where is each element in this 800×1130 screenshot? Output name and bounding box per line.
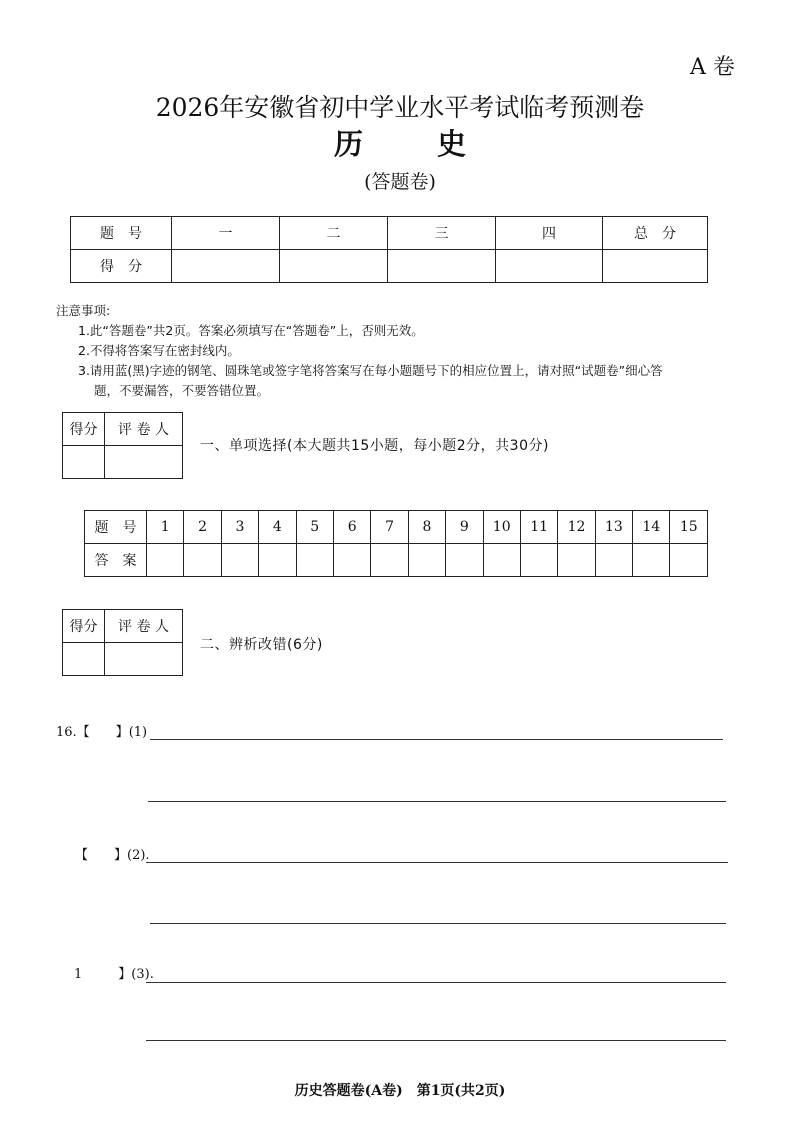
grader-score-cell[interactable] — [63, 643, 105, 676]
question-number-row — [85, 511, 708, 544]
question-number: 7 — [371, 511, 408, 544]
question-number: 2 — [184, 511, 221, 544]
question-number: 13 — [595, 511, 632, 544]
section2-heading: 二、辨析改错(6分) — [200, 637, 323, 653]
grader-name-label: 评 卷 人 — [105, 413, 183, 446]
answer-cell[interactable] — [333, 544, 370, 577]
part3-bracket: 1 — [74, 967, 83, 982]
section1-grader-box — [62, 412, 183, 479]
grader-score-label: 得分 — [63, 413, 105, 446]
answer-cell[interactable] — [595, 544, 632, 577]
answer-line-part1[interactable] — [150, 739, 723, 740]
question-number: 9 — [446, 511, 483, 544]
score-row-label: 得 分 — [71, 250, 172, 283]
grader-name-label: 评 卷 人 — [105, 610, 183, 643]
score-input-cell[interactable] — [172, 250, 280, 283]
part2-number: (2). — [127, 848, 150, 863]
score-table-score-row — [71, 250, 708, 283]
question-16-label — [56, 721, 147, 740]
answer-cell[interactable] — [633, 544, 670, 577]
answer-cell[interactable] — [147, 544, 184, 577]
grader-name-cell[interactable] — [105, 643, 183, 676]
instruction-item: 3.请用蓝(黑)字迹的钢笔、圆珠笔或签字笔将答案写在每小题题号下的相应位置上，请对照“试题卷”细心答 — [78, 363, 663, 378]
subject-title: 历 史 — [333, 127, 467, 161]
answer-line-part3-continued[interactable] — [146, 1040, 726, 1041]
section1-heading: 一、单项选择(本大题共15小题，每小题2分，共30分) — [200, 438, 549, 454]
question-16-part1-label: (1) — [128, 725, 148, 740]
score-table-header-row — [71, 217, 708, 250]
answer-cell[interactable] — [446, 544, 483, 577]
score-header-cell: 总 分 — [603, 217, 708, 250]
instructions-heading: 注意事项: — [56, 303, 111, 318]
instruction-item-continuation: 题，不要漏答，不要答错位置。 — [94, 383, 270, 398]
answer-line-part2[interactable] — [146, 862, 728, 863]
exam-title: 2026年安徽省初中学业水平考试临考预测卷 — [155, 93, 645, 122]
answer-cell[interactable] — [184, 544, 221, 577]
grader-score-label: 得分 — [63, 610, 105, 643]
answer-sheet-subtitle: (答题卷) — [364, 171, 436, 193]
score-input-cell[interactable] — [496, 250, 603, 283]
question-16-part2-label — [75, 844, 150, 863]
question-number: 11 — [520, 511, 557, 544]
question-16-prefix: 16.【 】 — [56, 725, 129, 740]
score-header-cell: 二 — [280, 217, 388, 250]
question-16-part3-label — [74, 963, 154, 982]
answer-line-part3[interactable] — [146, 982, 726, 983]
question-number: 5 — [296, 511, 333, 544]
answer-line-part1-continued[interactable] — [148, 801, 726, 802]
instruction-item: 1.此“答题卷”共2页。答案必须填写在“答题卷”上，否则无效。 — [78, 323, 424, 338]
score-input-cell[interactable] — [603, 250, 708, 283]
answer-line-part2-continued[interactable] — [150, 923, 726, 924]
answer-row — [85, 544, 708, 577]
score-summary-table — [70, 216, 708, 283]
score-input-cell[interactable] — [388, 250, 496, 283]
question-number: 8 — [408, 511, 445, 544]
grader-name-cell[interactable] — [105, 446, 183, 479]
score-header-cell: 三 — [388, 217, 496, 250]
score-header-cell: 一 — [172, 217, 280, 250]
question-number: 3 — [221, 511, 258, 544]
answer-cell[interactable] — [371, 544, 408, 577]
row-label: 题 号 — [85, 511, 147, 544]
row-label: 答 案 — [85, 544, 147, 577]
question-number: 14 — [633, 511, 670, 544]
section2-grader-box — [62, 609, 183, 676]
answer-cell[interactable] — [296, 544, 333, 577]
question-number: 10 — [483, 511, 520, 544]
answer-cell[interactable] — [221, 544, 258, 577]
question-number: 1 — [147, 511, 184, 544]
grader-score-cell[interactable] — [63, 446, 105, 479]
question-number: 4 — [259, 511, 296, 544]
answer-cell[interactable] — [408, 544, 445, 577]
instructions-block — [56, 301, 756, 401]
answer-cell[interactable] — [520, 544, 557, 577]
question-number: 6 — [333, 511, 370, 544]
answer-cell[interactable] — [259, 544, 296, 577]
part3-number: 】(3). — [118, 967, 154, 982]
paper-version-tag: A 卷 — [690, 55, 735, 80]
multiple-choice-answer-table — [84, 510, 708, 577]
answer-cell[interactable] — [558, 544, 595, 577]
answer-cell[interactable] — [670, 544, 708, 577]
question-number: 15 — [670, 511, 708, 544]
part2-bracket: 【 】 — [75, 848, 128, 863]
page-footer: 历史答题卷(A卷) 第1页(共2页) — [294, 1083, 506, 1099]
score-input-cell[interactable] — [280, 250, 388, 283]
instruction-item: 2.不得将答案写在密封线内。 — [78, 343, 240, 358]
answer-cell[interactable] — [483, 544, 520, 577]
score-header-cell: 题 号 — [71, 217, 172, 250]
score-header-cell: 四 — [496, 217, 603, 250]
question-number: 12 — [558, 511, 595, 544]
